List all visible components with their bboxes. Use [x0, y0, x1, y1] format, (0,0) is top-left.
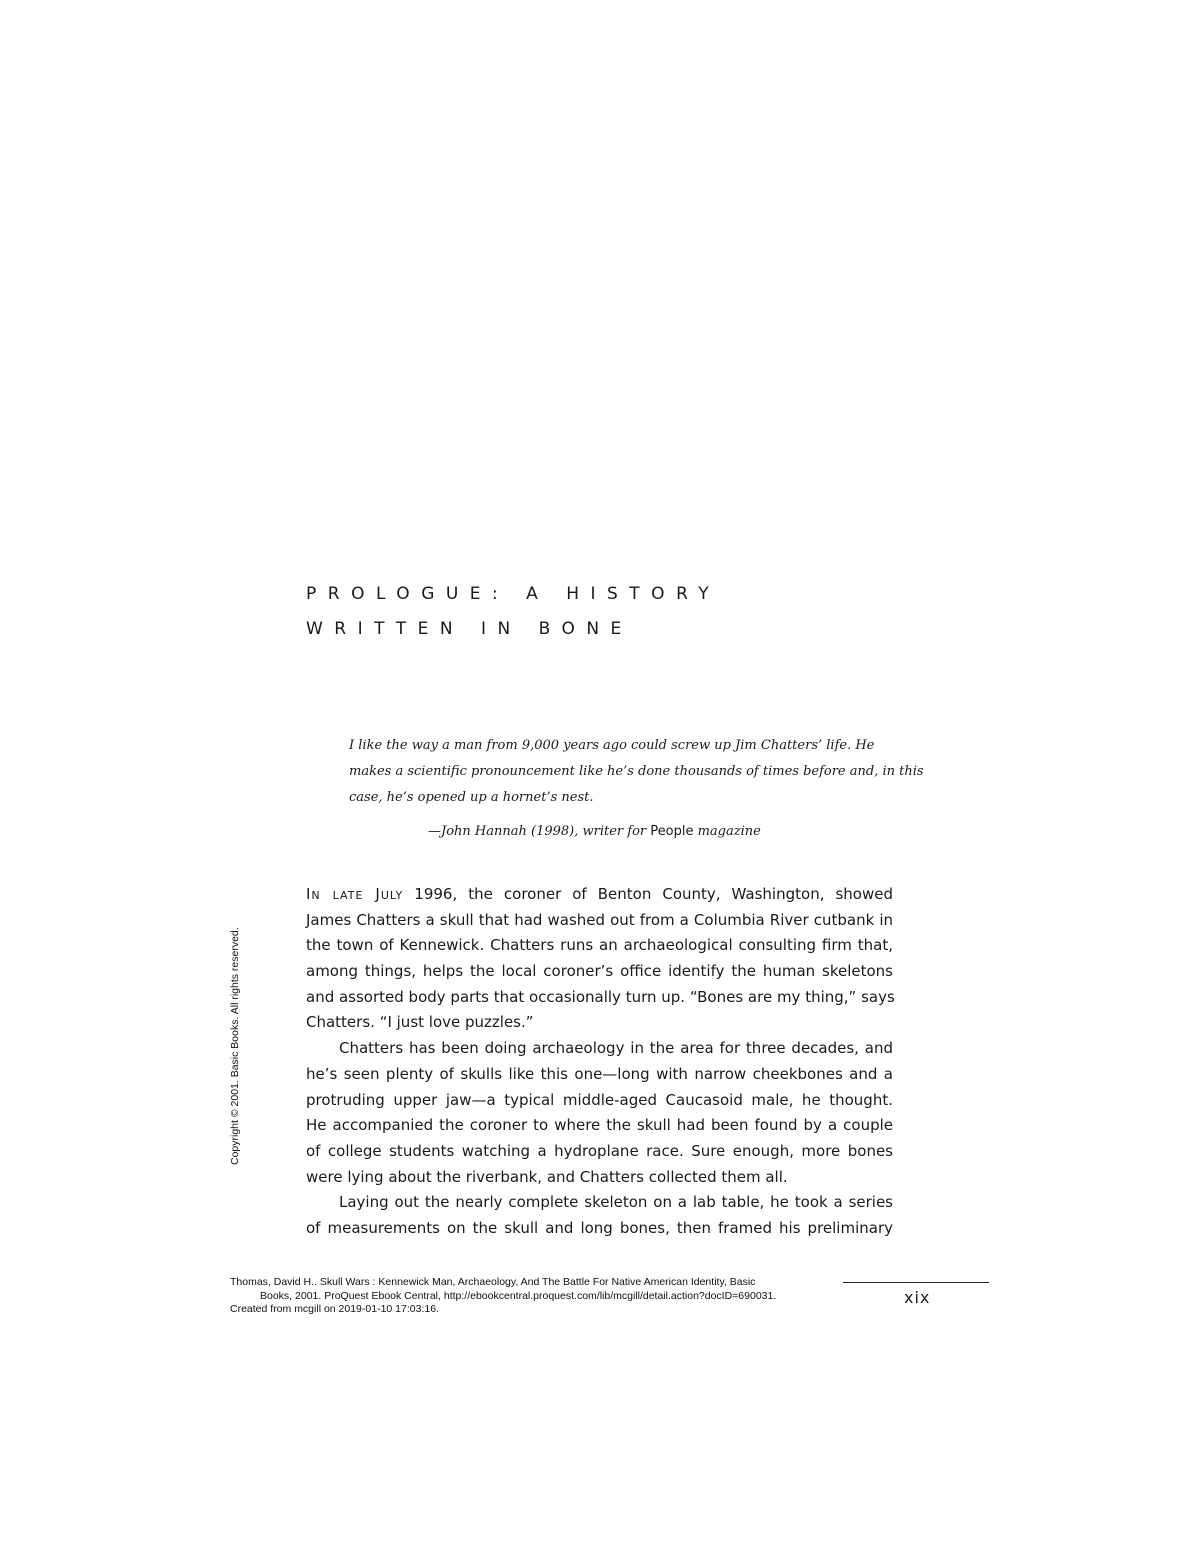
side-copyright-notice: Copyright © 2001. Basic Books. All rights reserved.: [229, 927, 241, 1165]
body-line: Laying out the nearly complete skeleton on a lab table, he took a series: [339, 1193, 893, 1212]
chapter-title-line-2: WRITTEN IN BONE: [306, 619, 633, 639]
lead-smallcaps: In late July: [306, 885, 404, 903]
footer-rule: [843, 1282, 989, 1283]
body-text: [306, 882, 893, 1242]
citation-line: Thomas, David H.. Skull Wars : Kennewick Man, Archaeology, And The Battle For Native American Identity, Basic: [230, 1276, 756, 1288]
page-number: xix: [904, 1288, 931, 1307]
body-line: protruding upper jaw—a typical middle-aged Caucasoid male, he thought.: [306, 1090, 893, 1109]
epigraph-line: makes a scientific pronouncement like he’s done thousands of times before and, in this: [349, 764, 924, 779]
body-line-text: 1996, the coroner of Benton County, Washington, showed: [403, 885, 893, 903]
body-line: James Chatters a skull that had washed out from a Columbia River cutbank in: [306, 910, 893, 929]
epigraph-line: case, he’s opened up a hornet’s nest.: [349, 790, 594, 805]
body-line: were lying about the riverbank, and Chatters collected them all.: [306, 1167, 788, 1186]
body-line: and assorted body parts that occasionally turn up. “Bones are my thing,” says: [306, 987, 895, 1006]
attribution-suffix: magazine: [693, 824, 761, 839]
epigraph-attribution: [428, 819, 761, 845]
body-line: Chatters. “I just love puzzles.”: [306, 1013, 534, 1032]
attribution-prefix: —John Hannah (1998), writer for: [428, 824, 651, 839]
body-line: he’s seen plenty of skulls like this one—long with narrow cheekbones and a: [306, 1064, 893, 1083]
citation-line: Created from mcgill on 2019-01-10 17:03:16.: [230, 1303, 439, 1315]
epigraph: [349, 733, 924, 811]
epigraph-line: I like the way a man from 9,000 years ago could screw up Jim Chatters’ life. He: [349, 738, 875, 753]
chapter-title-line-1: PROLOGUE: A HISTORY: [306, 584, 721, 604]
body-line: among things, helps the local coroner’s office identify the human skeletons: [306, 962, 893, 981]
citation-line: Books, 2001. ProQuest Ebook Central, http://ebookcentral.proquest.com/lib/mcgill/detail.action?docID=690031.: [260, 1289, 777, 1302]
body-line: of measurements on the skull and long bones, then framed his preliminary: [306, 1218, 893, 1237]
body-line: [306, 882, 893, 908]
citation-footer: [230, 1276, 776, 1317]
body-line: Chatters has been doing archaeology in the area for three decades, and: [339, 1039, 893, 1058]
body-line: He accompanied the coroner to where the skull had been found by a couple: [306, 1116, 893, 1135]
body-line: of college students watching a hydroplane race. Sure enough, more bones: [306, 1141, 893, 1160]
attribution-magazine: People: [650, 824, 694, 839]
body-line: the town of Kennewick. Chatters runs an archaeological consulting firm that,: [306, 936, 893, 955]
